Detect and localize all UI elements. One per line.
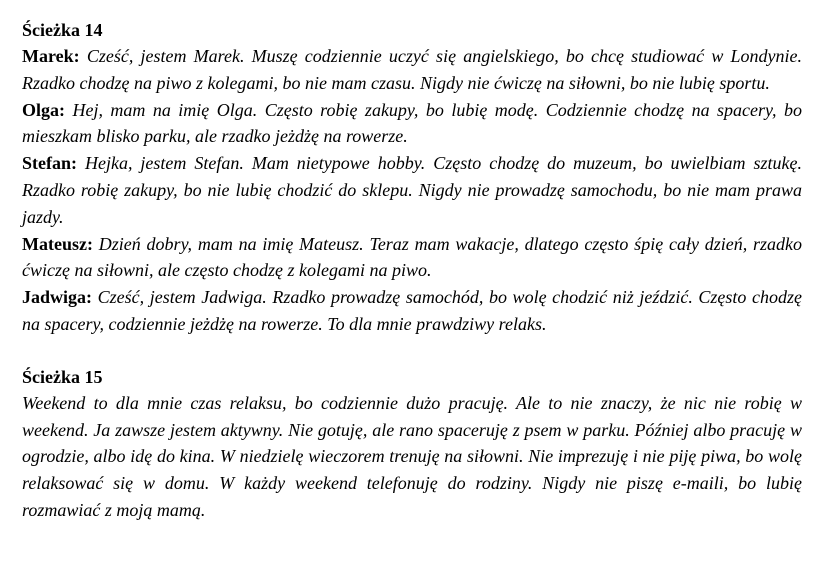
entry-jadwiga — [22, 284, 802, 338]
track-14-title: Ścieżka 14 — [22, 20, 103, 40]
speech-text: Hej, mam na imię Olga. Często robię zakupy, bo lubię modę. Codziennie chodzę na spacery, bo mieszkam blisko parku, ale rzadko jeżdżę na rowerze. — [22, 99, 802, 147]
track-15-text: Weekend to dla mnie czas relaksu, bo codziennie dużo pracuję. Ale to nie znaczy, że nic nie robię w weekend. Ja zawsze jestem aktywny. Nie gotuję, ale rano spaceruję z psem w parku. Później albo pracuję w ogrodzie, albo idę do kina. W niedzielę wieczorem trenuję na siłowni. Nie imprezuję i nie piję piwa, bo wolę relaksować się w domu. W każdy weekend telefonuję do rodziny. Nigdy nie piszę e-maili, bo lubię rozmawiać z moją mamą. — [22, 392, 802, 520]
entry-marek — [22, 43, 802, 97]
section-spacer — [22, 338, 802, 364]
speaker-label: Stefan: — [22, 153, 77, 174]
speech-text: Cześć, jestem Jadwiga. Rzadko prowadzę samochód, bo wolę chodzić niż jeździć. Często chodzę na spacery, codziennie jeżdżę na rowerze. To dla mnie prawdziwy relaks. — [22, 287, 802, 334]
speech-text: Dzień dobry, mam na imię Mateusz. Teraz mam wakacje, dlatego często śpię cały dzień, rzadko ćwiczę na siłowni, ale często chodzę z kolegami na piwo. — [22, 233, 803, 281]
entry-mateusz — [22, 231, 802, 285]
track-15-title: Ścieżka 15 — [22, 366, 103, 387]
entry-stefan — [22, 150, 802, 230]
speaker-label: Olga: — [22, 99, 65, 120]
speech-text: Hejka, jestem Stefan. Mam nietypowe hobby. Często chodzę do muzeum, bo uwielbiam sztukę. Rzadko robię zakupy, bo nie lubię chodzić do sklepu. Nigdy nie prowadzę samochodu, bo nie mam prawa jazdy. — [22, 153, 803, 227]
speaker-label: Jadwiga: — [22, 287, 93, 308]
speech-text: Cześć, jestem Marek. Muszę codziennie uczyć się angielskiego, bo chcę studiować w Londynie. Rzadko chodzę na piwo z kolegami, bo nie mam czasu. Nigdy nie ćwiczę na siłowni, bo nie lubię sportu. — [22, 46, 802, 93]
entry-olga — [22, 97, 802, 151]
speaker-label: Mateusz: — [22, 233, 93, 254]
speaker-label: Marek: — [22, 46, 80, 66]
